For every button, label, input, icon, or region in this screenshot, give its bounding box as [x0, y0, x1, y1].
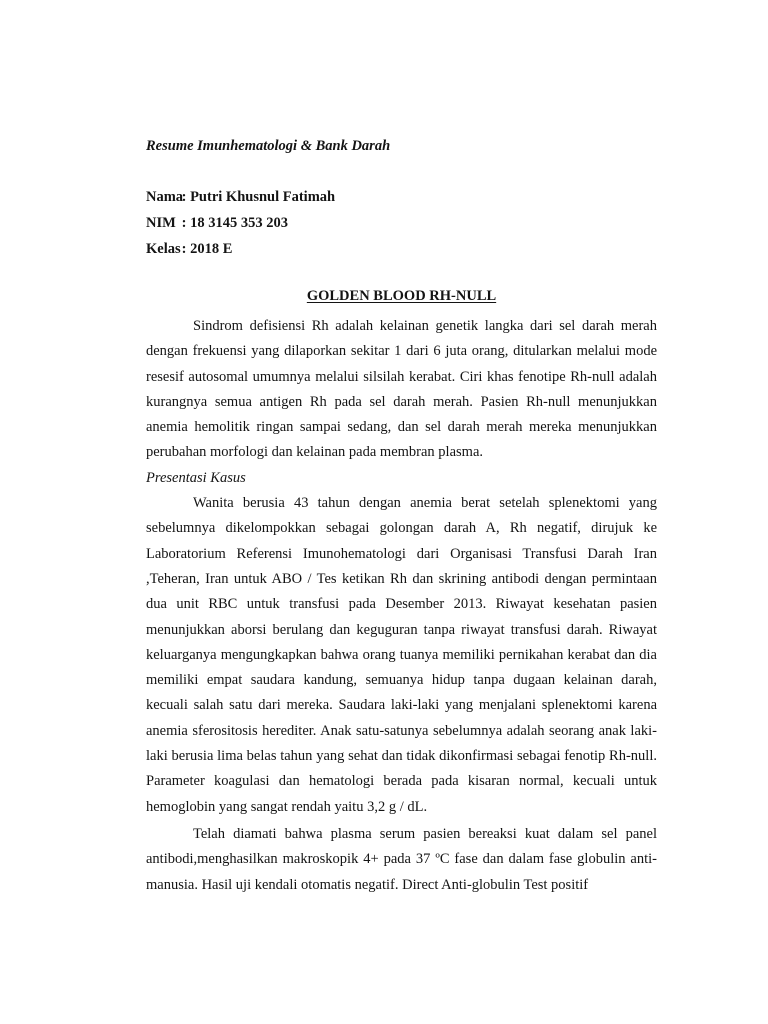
- document-title: Resume Imunhematologi & Bank Darah: [146, 138, 391, 154]
- info-label-nama: Nama: [146, 189, 184, 205]
- student-info: [146, 187, 335, 265]
- info-row-nim: [146, 213, 335, 239]
- subheading-presentasi-kasus: Presentasi Kasus: [146, 469, 246, 486]
- section-heading: GOLDEN BLOOD RH-NULL: [306, 288, 497, 304]
- paragraph-findings: Telah diamati bahwa plasma serum pasien bereaksi kuat dalam sel panel antibodi,menghasilkan makroskopik 4+ pada 37 ºC fase dan dalam fase globulin anti-manusia. Hasil uji kendali otomatis negatif. Direct Anti-globulin Test positif: [146, 825, 657, 893]
- info-label-nim: NIM: [146, 215, 176, 231]
- paragraph-case: Wanita berusia 43 tahun dengan anemia berat setelah splenektomi yang sebelumnya dikelompokkan sebagai golongan darah A, Rh negatif, dirujuk ke Laboratorium Referensi Imunohematologi dari Organisasi Transfusi Darah Iran ,Teheran, Iran untuk ABO / Tes ketikan Rh dan skrining antibodi dengan permintaan dua unit RBC untuk transfusi pada Desember 2013. Riwayat kesehatan pasien menunjukkan aborsi berulang dan keguguran tanpa riwayat transfusi darah. Riwayat keluarganya mengungkapkan bahwa orang tuanya memiliki pernikahan kerabat dan dia memiliki empat saudara kandung, semuanya hidup tanpa dugaan kelainan darah, kecuali salah satu dari mereka. Saudara laki-laki yang menjalani splenektomi karena anemia sferositosis herediter. Anak satu-satunya sebelumnya adalah seorang anak laki-laki berusia lima belas tahun yang sehat dan tidak dikonfirmasi sebagai fenotip Rh-null. Parameter koagulasi dan hematologi berada pada kisaran normal, kecuali untuk hemoglobin yang sangat rendah yaitu 3,2 g / dL.: [146, 495, 657, 815]
- info-row-nama: [146, 187, 335, 213]
- info-row-kelas: [146, 239, 335, 265]
- info-label-kelas: Kelas: [146, 241, 181, 257]
- info-value-kelas: : 2018 E: [181, 241, 233, 257]
- paragraph-intro: Sindrom defisiensi Rh adalah kelainan genetik langka dari sel darah merah dengan frekuensi yang dilaporkan sekitar 1 dari 6 juta orang, ditularkan melalui mode resesif autosomal umumnya melalui silsilah kerabat. Ciri khas fenotipe Rh-null adalah kurangnya semua antigen Rh pada sel darah merah. Pasien Rh-null menunjukkan anemia hemolitik ringan sampai sedang, dan sel darah merah mereka menunjukkan perubahan morfologi dan kelainan pada membran plasma.: [146, 318, 657, 461]
- info-value-nama: : Putri Khusnul Fatimah: [181, 189, 336, 205]
- document-body: [146, 314, 657, 898]
- info-value-nim: : 18 3145 353 203: [181, 215, 288, 231]
